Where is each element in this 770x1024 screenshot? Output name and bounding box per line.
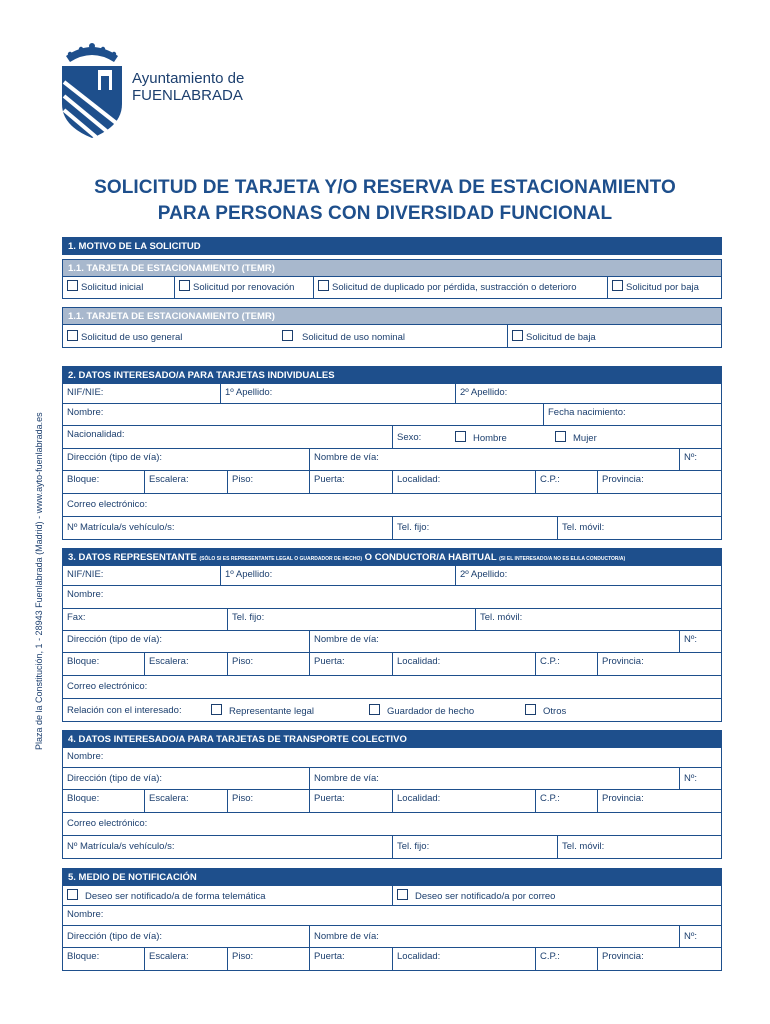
s3-nombre-label: Nombre: (67, 589, 104, 600)
s4-tel-movil-label: Tel. móvil: (562, 841, 605, 852)
s3-provincia-label: Provincia: (602, 656, 644, 667)
s4-row-correo (62, 813, 722, 836)
opt-inicial-label: Solicitud inicial (81, 282, 144, 293)
s5-cp-field[interactable] (535, 948, 597, 970)
s3-row-bloque (62, 653, 722, 676)
checkbox-inicial[interactable] (67, 280, 78, 291)
section-5 (62, 868, 722, 971)
opt-baja2-label: Solicitud de baja (526, 332, 596, 343)
s2-tel-fijo-field[interactable] (392, 517, 557, 539)
s3-puerta-label: Puerta: (314, 656, 345, 667)
s2-bloque-label: Bloque: (67, 474, 100, 485)
s2-mujer-label: Mujer (573, 433, 597, 444)
section-2-title: 2. DATOS INTERESADO/A PARA TARJETAS INDIVIDUALES (62, 366, 722, 384)
s5-nombre-label: Nombre: (67, 909, 104, 920)
s5-nombre-field[interactable] (63, 906, 721, 925)
s3-checkbox-guardador[interactable] (369, 704, 380, 715)
s3-numero-label: Nº: (684, 634, 697, 645)
s2-cp-field[interactable] (535, 471, 597, 493)
s3-title-b: (SÓLO SI ES REPRESENTANTE LEGAL O GUARDADOR DE HECHO) (199, 556, 363, 562)
s4-cp-field[interactable] (535, 790, 597, 812)
s3-localidad-field[interactable] (392, 653, 535, 675)
s2-nombre-field[interactable] (63, 404, 543, 425)
fuenlabrada-logo (60, 42, 124, 143)
s2-direccion-field[interactable] (63, 449, 309, 470)
s2-nombre-via-field[interactable] (309, 449, 679, 470)
s3-tel-fijo-label: Tel. fijo: (232, 612, 265, 623)
opt-baja-label: Solicitud por baja (626, 282, 699, 293)
s2-piso-label: Piso: (232, 474, 254, 485)
s3-row-nombre (62, 586, 722, 609)
s2-apellido1-label: 1º Apellido: (225, 387, 273, 398)
s3-tel-movil-label: Tel. móvil: (480, 612, 523, 623)
s4-piso-field[interactable] (227, 790, 309, 812)
s3-otros-label: Otros (543, 706, 567, 717)
s5-bloque-field[interactable] (63, 948, 144, 970)
s2-provincia-field[interactable] (597, 471, 721, 493)
s2-piso-field[interactable] (227, 471, 309, 493)
s5-correo-postal-label: Deseo ser notificado/a por correo (415, 891, 556, 902)
s2-nif-label: NIF/NIE: (67, 387, 104, 398)
s2-checkbox-mujer[interactable] (555, 431, 566, 442)
s3-provincia-field[interactable] (597, 653, 721, 675)
s2-matricula-label: Nº Matrícula/s vehículo/s: (67, 522, 175, 533)
s2-bloque-field[interactable] (63, 471, 144, 493)
s4-escalera-label: Escalera: (149, 793, 189, 804)
s5-escalera-field[interactable] (144, 948, 227, 970)
s2-fecha-label: Fecha nacimiento: (548, 407, 626, 418)
section-4 (62, 730, 722, 859)
s3-cp-label: C.P.: (540, 656, 560, 667)
s3-bloque-label: Bloque: (67, 656, 100, 667)
s4-tel-fijo-label: Tel. fijo: (397, 841, 430, 852)
s2-sexo-cell (392, 426, 721, 448)
s3-relacion-label: Relación con el interesado: (67, 705, 182, 716)
section-1-1-title: 1.1. TARJETA DE ESTACIONAMIENTO (TEMR) (62, 259, 722, 277)
opt-duplicado-cell (313, 277, 607, 298)
s3-localidad-label: Localidad: (397, 656, 441, 667)
opt-baja2-cell (507, 325, 721, 347)
s5-puerta-field[interactable] (309, 948, 392, 970)
side-address: Plaza de la Constitución, 1 - 28943 Fuenlabrada (Madrid) - www.ayto-fuenlabrada.es (34, 412, 44, 750)
s2-numero-label: Nº: (684, 452, 697, 463)
checkbox-uso-general[interactable] (67, 330, 78, 341)
s2-escalera-field[interactable] (144, 471, 227, 493)
s2-localidad-label: Localidad: (397, 474, 441, 485)
s2-row-nacionalidad (62, 426, 722, 449)
checkbox-solicitud-baja[interactable] (512, 330, 523, 341)
s4-puerta-field[interactable] (309, 790, 392, 812)
s2-puerta-label: Puerta: (314, 474, 345, 485)
s3-cp-field[interactable] (535, 653, 597, 675)
s2-row-nombre (62, 404, 722, 426)
s3-direccion-label: Dirección (tipo de vía): (67, 634, 163, 645)
s2-tel-movil-field[interactable] (557, 517, 721, 539)
s2-correo-field[interactable] (63, 494, 721, 516)
s2-apellido2-label: 2º Apellido: (460, 387, 508, 398)
s2-row-correo (62, 494, 722, 517)
s3-numero-field[interactable] (679, 631, 721, 652)
s2-localidad-field[interactable] (392, 471, 535, 493)
s4-nombre-via-field[interactable] (309, 768, 679, 789)
s5-escalera-label: Escalera: (149, 951, 189, 962)
s4-correo-label: Correo electrónico: (67, 818, 148, 829)
s3-title-a: 3. DATOS REPRESENTANTE (68, 552, 200, 563)
s2-correo-label: Correo electrónico: (67, 499, 148, 510)
s3-checkbox-otros[interactable] (525, 704, 536, 715)
s3-row-direccion (62, 631, 722, 653)
s5-direccion-label: Dirección (tipo de vía): (67, 931, 163, 942)
s2-sexo-label: Sexo: (397, 432, 422, 443)
checkbox-renovacion[interactable] (179, 280, 190, 291)
s3-checkbox-rep-legal[interactable] (211, 704, 222, 715)
s3-apellido2-label: 2º Apellido: (460, 569, 508, 580)
s3-correo-label: Correo electrónico: (67, 681, 148, 692)
s3-correo-field[interactable] (63, 676, 721, 698)
s3-tel-fijo-field[interactable] (227, 609, 475, 630)
s4-row-matricula (62, 836, 722, 859)
org-line-2: FUENLABRADA (132, 87, 243, 104)
s3-apellido1-field[interactable] (220, 566, 455, 585)
s4-localidad-label: Localidad: (397, 793, 441, 804)
s4-row-bloque (62, 790, 722, 813)
opt-nominal-cell (278, 325, 507, 347)
s3-row-correo (62, 676, 722, 699)
s2-apellido2-field[interactable] (455, 384, 721, 403)
s3-row-nif (62, 566, 722, 586)
s5-provincia-label: Provincia: (602, 951, 644, 962)
checkbox-baja[interactable] (612, 280, 623, 291)
s3-nombre-via-field[interactable] (309, 631, 679, 652)
s5-telematica-label: Deseo ser notificado/a de forma telemática (85, 891, 266, 902)
opt-general-cell (63, 325, 278, 347)
s4-nombre-label: Nombre: (67, 751, 104, 762)
s4-matricula-label: Nº Matrícula/s vehículo/s: (67, 841, 175, 852)
s5-bloque-label: Bloque: (67, 951, 100, 962)
s4-provincia-field[interactable] (597, 790, 721, 812)
s3-apellido2-field[interactable] (455, 566, 721, 585)
s5-row-medio (62, 886, 722, 906)
organization-name (132, 70, 244, 104)
section-1-2-title: 1.1. TARJETA DE ESTACIONAMIENTO (TEMR) (62, 307, 722, 325)
s4-cp-label: C.P.: (540, 793, 560, 804)
s3-direccion-field[interactable] (63, 631, 309, 652)
s3-fax-field[interactable] (63, 609, 227, 630)
s2-cp-label: C.P.: (540, 474, 560, 485)
s3-puerta-field[interactable] (309, 653, 392, 675)
section-3 (62, 548, 722, 722)
s3-guardador-label: Guardador de hecho (387, 706, 475, 717)
s3-nif-field[interactable] (63, 566, 220, 585)
motivo-options-row (62, 277, 722, 299)
opt-renovacion-cell (174, 277, 313, 298)
s3-rep-legal-label: Representante legal (229, 706, 315, 717)
section-1-title: 1. MOTIVO DE LA SOLICITUD (62, 237, 722, 255)
s4-nombre-via-label: Nombre de vía: (314, 773, 379, 784)
s5-nombre-via-field[interactable] (309, 926, 679, 947)
s2-escalera-label: Escalera: (149, 474, 189, 485)
s2-row-direccion (62, 449, 722, 471)
s4-escalera-field[interactable] (144, 790, 227, 812)
s4-numero-field[interactable] (679, 768, 721, 789)
s3-apellido1-label: 1º Apellido: (225, 569, 273, 580)
page-title (0, 175, 770, 227)
s3-bloque-field[interactable] (63, 653, 144, 675)
s2-nombre-via-label: Nombre de vía: (314, 452, 379, 463)
s5-numero-label: Nº: (684, 931, 697, 942)
s3-escalera-label: Escalera: (149, 656, 189, 667)
s3-title-d: (SI EL INTERESADO/A NO ES EL/LA CONDUCTOR/A) (499, 556, 626, 562)
opt-renovacion-label: Solicitud por renovación (193, 282, 295, 293)
s4-localidad-field[interactable] (392, 790, 535, 812)
s2-nombre-label: Nombre: (67, 407, 104, 418)
s5-puerta-label: Puerta: (314, 951, 345, 962)
s2-nacionalidad-field[interactable] (63, 426, 392, 448)
s2-fecha-field[interactable] (543, 404, 721, 425)
s4-puerta-label: Puerta: (314, 793, 345, 804)
s5-localidad-label: Localidad: (397, 951, 441, 962)
s2-direccion-label: Dirección (tipo de vía): (67, 452, 163, 463)
s2-tel-fijo-label: Tel. fijo: (397, 522, 430, 533)
s2-nif-field[interactable] (63, 384, 220, 403)
s4-nombre-field[interactable] (63, 748, 721, 767)
checkbox-duplicado[interactable] (318, 280, 329, 291)
opt-general-label: Solicitud de uso general (81, 332, 183, 343)
section-4-title: 4. DATOS INTERESADO/A PARA TARJETAS DE TRANSPORTE COLECTIVO (62, 730, 722, 748)
s2-checkbox-hombre[interactable] (455, 431, 466, 442)
s5-piso-label: Piso: (232, 951, 254, 962)
s3-nombre-field[interactable] (63, 586, 721, 608)
s4-correo-field[interactable] (63, 813, 721, 835)
s5-direccion-field[interactable] (63, 926, 309, 947)
s2-numero-field[interactable] (679, 449, 721, 470)
s2-matricula-field[interactable] (63, 517, 392, 539)
s4-piso-label: Piso: (232, 793, 254, 804)
s2-row-nif (62, 384, 722, 404)
s3-row-relacion (62, 699, 722, 722)
s4-direccion-label: Dirección (tipo de vía): (67, 773, 163, 784)
s2-nacionalidad-label: Nacionalidad: (67, 429, 125, 440)
s3-title-c: O CONDUCTOR/A HABITUAL (362, 552, 500, 563)
s4-bloque-label: Bloque: (67, 793, 100, 804)
s4-row-nombre (62, 748, 722, 768)
s5-row-nombre (62, 906, 722, 926)
s2-hombre-label: Hombre (473, 433, 507, 444)
s4-row-direccion (62, 768, 722, 790)
s3-row-fax (62, 609, 722, 631)
s2-tel-movil-label: Tel. móvil: (562, 522, 605, 533)
s3-piso-field[interactable] (227, 653, 309, 675)
s2-row-bloque (62, 471, 722, 494)
s5-checkbox-telematica[interactable] (67, 889, 78, 900)
s3-tel-movil-field[interactable] (475, 609, 721, 630)
s3-escalera-field[interactable] (144, 653, 227, 675)
section-2 (62, 366, 722, 540)
s2-puerta-field[interactable] (309, 471, 392, 493)
s5-row-bloque (62, 948, 722, 971)
uso-options-row (62, 325, 722, 348)
s4-numero-label: Nº: (684, 773, 697, 784)
s3-nif-label: NIF/NIE: (67, 569, 104, 580)
s4-tel-fijo-field[interactable] (392, 836, 557, 858)
section-3-title (62, 548, 722, 566)
title-line-2: PARA PERSONAS CON DIVERSIDAD FUNCIONAL (157, 203, 613, 224)
opt-inicial-cell (63, 277, 174, 298)
s4-tel-movil-field[interactable] (557, 836, 721, 858)
s5-row-direccion (62, 926, 722, 948)
opt-nominal-label: Solicitud de uso nominal (302, 332, 405, 343)
opt-duplicado-label: Solicitud de duplicado por pérdida, sustracción o deterioro (332, 282, 577, 293)
s5-cp-label: C.P.: (540, 951, 560, 962)
s3-fax-label: Fax: (67, 612, 86, 623)
s5-telematica-cell (63, 886, 392, 905)
s5-numero-field[interactable] (679, 926, 721, 947)
s3-piso-label: Piso: (232, 656, 254, 667)
checkbox-uso-nominal[interactable] (282, 330, 293, 341)
s4-matricula-field[interactable] (63, 836, 392, 858)
s3-nombre-via-label: Nombre de vía: (314, 634, 379, 645)
s5-provincia-field[interactable] (597, 948, 721, 970)
org-line-1: Ayuntamiento de (132, 70, 245, 87)
s4-direccion-field[interactable] (63, 768, 309, 789)
section-1 (62, 237, 722, 348)
s2-apellido1-field[interactable] (220, 384, 455, 403)
s2-provincia-label: Provincia: (602, 474, 644, 485)
opt-baja-cell (607, 277, 721, 298)
s2-row-matricula (62, 517, 722, 540)
s5-checkbox-correo-postal[interactable] (397, 889, 408, 900)
s5-localidad-field[interactable] (392, 948, 535, 970)
s5-piso-field[interactable] (227, 948, 309, 970)
section-5-title: 5. MEDIO DE NOTIFICACIÓN (62, 868, 722, 886)
s5-nombre-via-label: Nombre de vía: (314, 931, 379, 942)
s4-bloque-field[interactable] (63, 790, 144, 812)
s5-correo-postal-cell (392, 886, 721, 905)
title-line-1: SOLICITUD DE TARJETA Y/O RESERVA DE ESTACIONAMIENTO (94, 177, 676, 198)
s4-provincia-label: Provincia: (602, 793, 644, 804)
